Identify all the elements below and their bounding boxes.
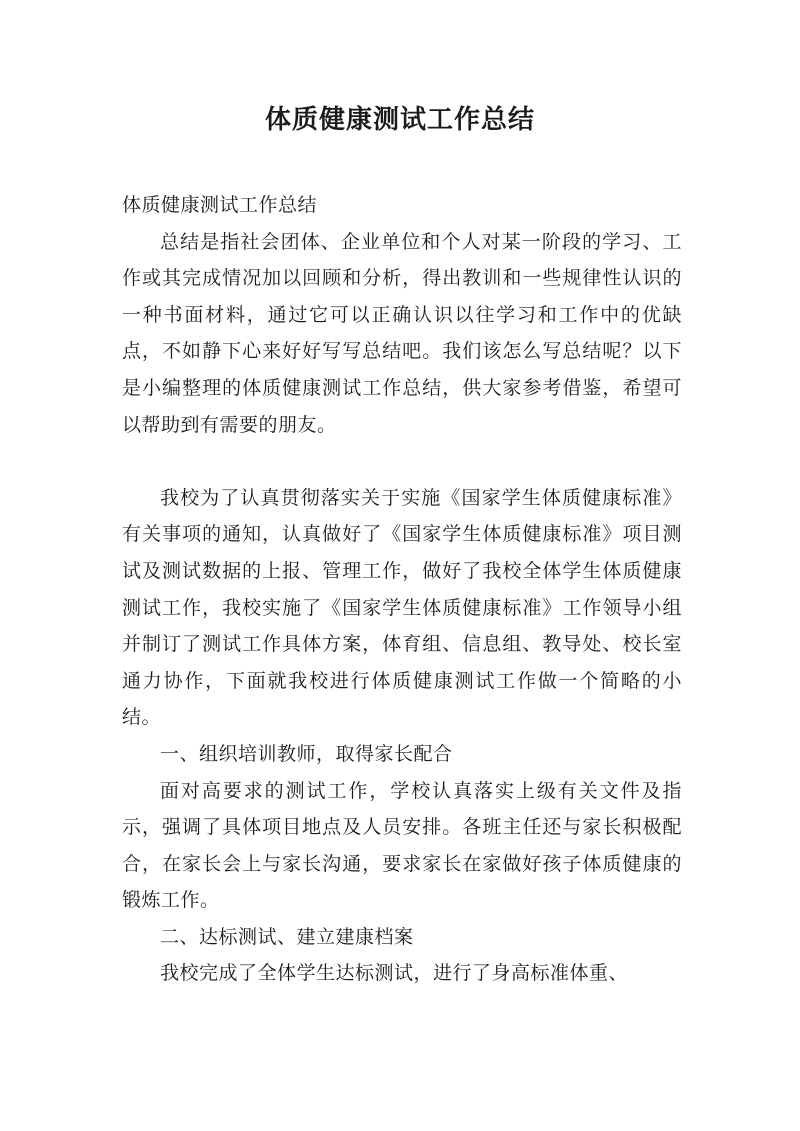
body-paragraph-3: 我校完成了全体学生达标测试，进行了身高标准体重、 [160,962,629,985]
blank-line [122,443,682,480]
section-heading-1: 一、组织培训教师，取得家长配合 [160,742,453,765]
intro-paragraph: 总结是指社会团体、企业单位和个人对某一阶段的学习、工作或其完成情况加以回顾和分析，得出教训和一些规律性认识的一种书面材料，通过它可以正确认识以往学习和工作中的优缺点，不如静下心来好好写写总结吧。我们该怎么写总结呢？以下是小编整理的体质健康测试工作总结，供大家参考借鉴，希望可以帮助到有需要的朋友。 [122,230,682,436]
document-title: 体质健康测试工作总结 [264,105,535,135]
document-body [122,187,682,992]
body-paragraph-2: 面对高要求的测试工作，学校认真落实上级有关文件及指示，强调了具体项目地点及人员安排。各班主任还与家长积极配合，在家长会上与家长沟通，要求家长在家做好孩子体质健康的锻炼工作。 [122,779,682,912]
section-heading-2: 二、达标测试、建立建康档案 [160,925,414,948]
subtitle-line: 体质健康测试工作总结 [122,194,318,216]
body-paragraph-1: 我校为了认真贯彻落实关于实施《国家学生体质健康标准》有关事项的通知，认真做好了《国家学生体质健康标准》项目测试及测试数据的上报、管理工作，做好了我校全体学生体质健康测试工作，我校实施了《国家学生体质健康标准》工作领导小组并制订了测试工作具体方案，体育组、信息组、教导处、校长室通力协作，下面就我校进行体质健康测试工作做一个简略的小结。 [122,486,682,729]
